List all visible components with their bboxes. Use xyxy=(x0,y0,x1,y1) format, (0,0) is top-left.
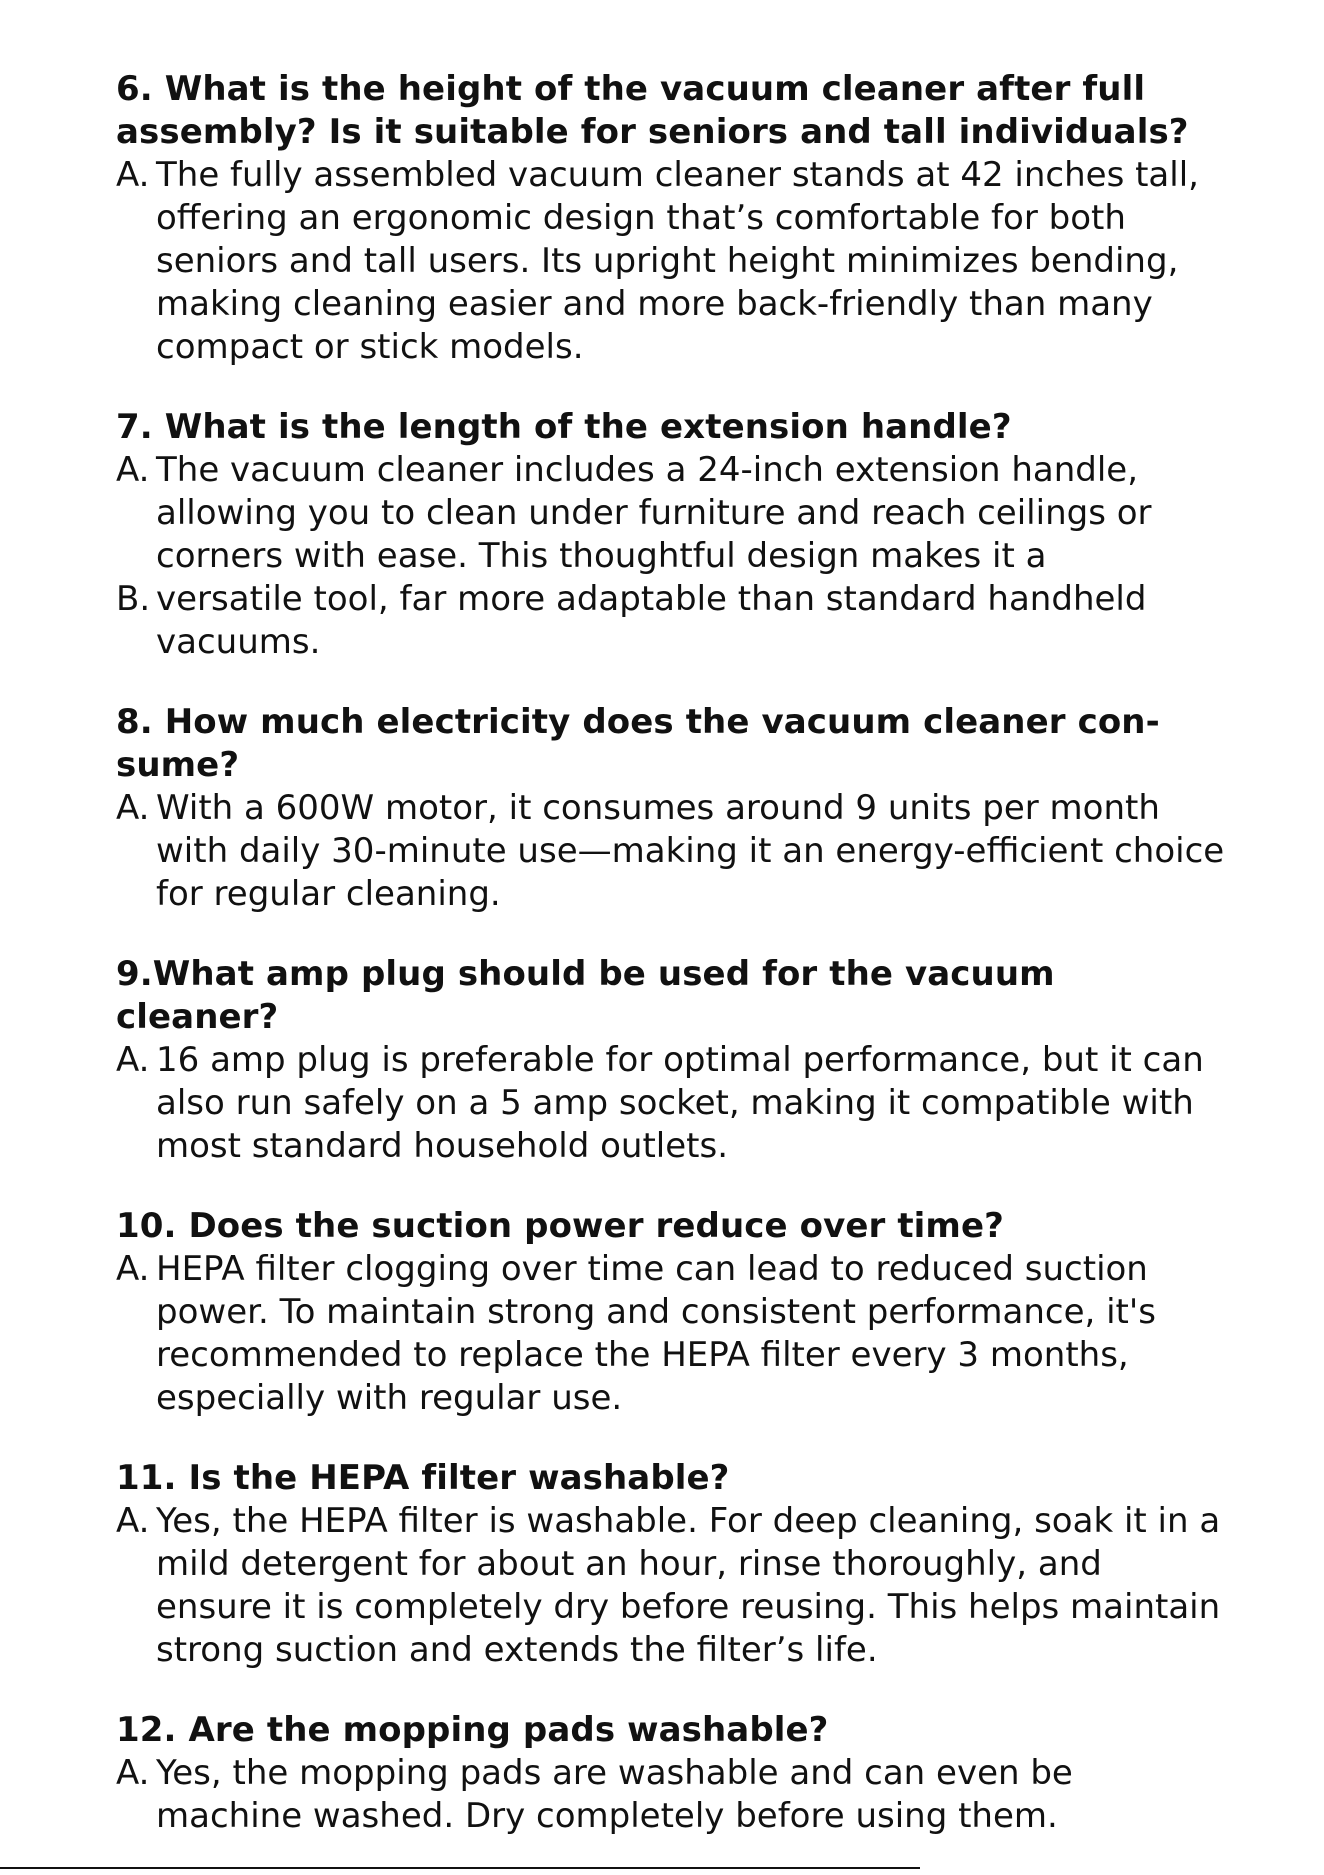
answer-marker: A. xyxy=(116,1501,150,1541)
faq-answer xyxy=(116,1500,1226,1672)
answer-marker: A. xyxy=(116,1753,150,1793)
answer-text: HEPA filter clogging over time can lead to reduced suction power. To maintain strong and consistent performance, it's recommended to replace the HEPA filter every 3 months, especially with regular use. xyxy=(156,1249,1156,1418)
faq-question: 7. What is the length of the extension handle? xyxy=(116,407,1012,447)
faq-answer xyxy=(116,154,1226,369)
faq-question: 8. How much electricity does the vacuum cleaner con- sume? xyxy=(116,702,1160,785)
answer-text: Yes, the HEPA filter is washable. For deep cleaning, soak it in a mild detergent for about an hour, rinse thoroughly, and ensure it is completely dry before reusing. This helps maintain strong suction and extends the filter’s life. xyxy=(156,1501,1221,1670)
faq-item-6 xyxy=(116,68,1226,369)
faq-answer xyxy=(116,1752,1226,1838)
answer-text: 16 amp plug is preferable for optimal performance, but it can also run safely on a 5 amp socket, making it compatible with most standard household outlets. xyxy=(156,1040,1204,1166)
bottom-rule-divider xyxy=(0,1867,920,1869)
faq-item-8 xyxy=(116,701,1226,916)
faq-item-10 xyxy=(116,1205,1226,1420)
faq-item-7 xyxy=(116,406,1226,664)
faq-answer xyxy=(116,578,1226,664)
answer-marker: B. xyxy=(116,579,151,619)
faq-item-11 xyxy=(116,1457,1226,1672)
faq-question: 11. Is the HEPA filter washable? xyxy=(116,1458,730,1498)
faq-question: 12. Are the mopping pads washable? xyxy=(116,1710,829,1750)
answer-text: With a 600W motor, it consumes around 9 units per month with daily 30-minute use—making it an energy-efficient choice for regular cleaning. xyxy=(156,788,1225,914)
faq-answer xyxy=(116,1039,1226,1168)
faq-answer xyxy=(116,787,1226,916)
answer-text: The fully assembled vacuum cleaner stands at 42 inches tall, offering an ergonomic design that’s comfortable for both seniors and tall users. Its upright height minimizes bending, making cleaning easier and more back-friendly than many compact or stick models. xyxy=(156,155,1199,367)
answer-marker: A. xyxy=(116,450,150,490)
faq-answer xyxy=(116,1248,1226,1420)
answer-text: Yes, the mopping pads are washable and can even be machine washed. Dry completely before using them. xyxy=(156,1753,1073,1836)
faq-question: 10. Does the suction power reduce over time? xyxy=(116,1206,1004,1246)
faq-list xyxy=(116,68,1226,1875)
faq-answer xyxy=(116,449,1226,578)
answer-text: The vacuum cleaner includes a 24-inch extension handle, allowing you to clean under furniture and reach ceilings or corners with ease. This thoughtful design makes it a xyxy=(156,450,1152,576)
answer-marker: A. xyxy=(116,155,150,195)
faq-item-9 xyxy=(116,953,1226,1168)
answer-text: versatile tool, far more adaptable than standard handheld vacuums. xyxy=(156,579,1147,662)
faq-question: 9.What amp plug should be used for the vacuum cleaner? xyxy=(116,954,1055,1037)
faq-item-12 xyxy=(116,1709,1226,1838)
answer-marker: A. xyxy=(116,1040,150,1080)
answer-marker: A. xyxy=(116,788,150,828)
faq-question: 6. What is the height of the vacuum cleaner after full assembly? Is it suitable for seniors and tall individuals? xyxy=(116,69,1189,152)
answer-marker: A. xyxy=(116,1249,150,1289)
